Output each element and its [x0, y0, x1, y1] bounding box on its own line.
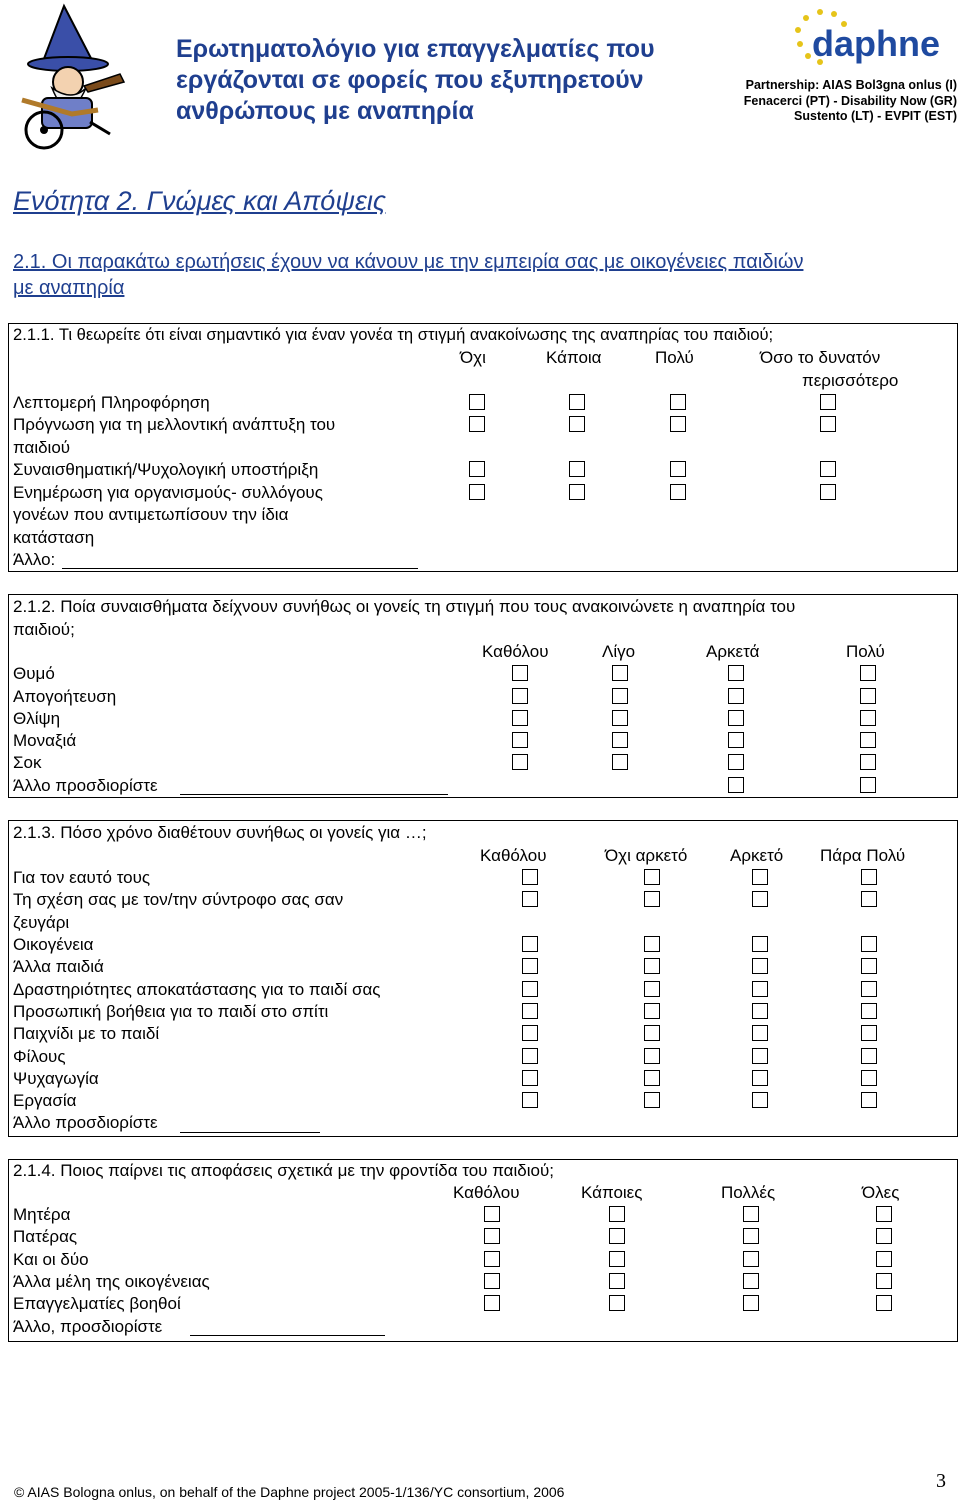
- checkbox[interactable]: [569, 416, 585, 432]
- partner-line: Partnership: AIAS Bol3gna onlus (I): [745, 78, 957, 92]
- checkbox[interactable]: [609, 1273, 625, 1289]
- row-label: Θυμό: [13, 664, 55, 683]
- checkbox[interactable]: [752, 1048, 768, 1064]
- column-header: Καθόλου: [480, 846, 547, 865]
- row-label: ζευγάρι: [13, 913, 70, 932]
- checkbox[interactable]: [861, 958, 877, 974]
- checkbox[interactable]: [484, 1206, 500, 1222]
- checkbox[interactable]: [609, 1206, 625, 1222]
- checkbox[interactable]: [512, 754, 528, 770]
- mascot-illustration: [2, 2, 152, 152]
- checkbox[interactable]: [670, 461, 686, 477]
- question-text: 2.1.1. Τι θεωρείτε ότι είναι σημαντικό για έναν γονέα τη στιγμή ανακοίνωσης της αναπηρίας του παιδιού;: [13, 325, 774, 344]
- question-text: 2.1.3. Πόσο χρόνο διαθέτουν συνήθως οι γονείς για …;: [13, 823, 427, 842]
- checkbox[interactable]: [512, 688, 528, 704]
- checkbox[interactable]: [860, 710, 876, 726]
- checkbox[interactable]: [876, 1273, 892, 1289]
- checkbox[interactable]: [743, 1251, 759, 1267]
- checkbox[interactable]: [644, 936, 660, 952]
- column-header: Πολύ: [846, 642, 885, 661]
- checkbox[interactable]: [752, 1070, 768, 1086]
- checkbox[interactable]: [876, 1251, 892, 1267]
- checkbox[interactable]: [728, 688, 744, 704]
- checkbox[interactable]: [820, 416, 836, 432]
- row-label: Παιχνίδι με το παιδί: [13, 1024, 160, 1043]
- column-header: Όχι: [460, 348, 486, 367]
- column-header: Κάποιες: [581, 1183, 643, 1202]
- checkbox[interactable]: [612, 732, 628, 748]
- checkbox[interactable]: [569, 394, 585, 410]
- checkbox[interactable]: [522, 891, 538, 907]
- checkbox[interactable]: [644, 869, 660, 885]
- checkbox[interactable]: [861, 1003, 877, 1019]
- checkbox[interactable]: [569, 484, 585, 500]
- row-label: παιδιού: [13, 438, 71, 457]
- checkbox[interactable]: [609, 1295, 625, 1311]
- checkbox[interactable]: [644, 981, 660, 997]
- checkbox[interactable]: [861, 1048, 877, 1064]
- checkbox[interactable]: [670, 416, 686, 432]
- column-header: Πολύ: [655, 348, 694, 367]
- checkbox[interactable]: [644, 891, 660, 907]
- column-header: Όλες: [862, 1183, 900, 1202]
- checkbox[interactable]: [752, 936, 768, 952]
- checkbox[interactable]: [469, 416, 485, 432]
- checkbox[interactable]: [728, 754, 744, 770]
- row-label: κατάσταση: [13, 528, 95, 547]
- checkbox[interactable]: [743, 1206, 759, 1222]
- row-label: Εργασία: [13, 1091, 77, 1110]
- checkbox[interactable]: [612, 665, 628, 681]
- checkbox[interactable]: [752, 1025, 768, 1041]
- checkbox[interactable]: [861, 869, 877, 885]
- lead-line: με αναπηρία: [13, 277, 125, 299]
- column-header: Όσο το δυνατόν: [760, 348, 881, 367]
- partner-line: Sustento (LT) - EVPIT (EST): [794, 109, 957, 123]
- checkbox[interactable]: [522, 869, 538, 885]
- checkbox[interactable]: [670, 484, 686, 500]
- checkbox[interactable]: [644, 1003, 660, 1019]
- checkbox[interactable]: [743, 1295, 759, 1311]
- checkbox[interactable]: [876, 1206, 892, 1222]
- partnership-info: [744, 78, 957, 125]
- checkbox[interactable]: [728, 732, 744, 748]
- checkbox[interactable]: [861, 891, 877, 907]
- row-label: Λεπτομερή Πληροφόρηση: [13, 393, 210, 412]
- checkbox[interactable]: [522, 981, 538, 997]
- checkbox[interactable]: [876, 1228, 892, 1244]
- row-label: Φίλους: [13, 1047, 66, 1066]
- checkbox[interactable]: [609, 1228, 625, 1244]
- checkbox[interactable]: [860, 665, 876, 681]
- other-answer-line[interactable]: [180, 1132, 320, 1133]
- checkbox[interactable]: [861, 1070, 877, 1086]
- row-label: Απογοήτευση: [13, 687, 117, 706]
- row-label: Άλλο προσδιορίστε: [13, 776, 158, 795]
- checkbox[interactable]: [820, 461, 836, 477]
- question-box-2-1-2: [8, 594, 958, 798]
- row-label: Δραστηριότητες αποκατάστασης για το παιδί σας: [13, 980, 381, 999]
- checkbox[interactable]: [522, 1092, 538, 1108]
- lead-line: 2.1. Οι παρακάτω ερωτήσεις έχουν να κάνουν με την εμπειρία σας με οικογένειες παιδιών: [13, 251, 804, 273]
- checkbox[interactable]: [743, 1273, 759, 1289]
- checkbox[interactable]: [644, 1092, 660, 1108]
- page-number: 3: [936, 1470, 946, 1492]
- row-label: Άλλο, προσδιορίστε: [13, 1317, 163, 1336]
- checkbox[interactable]: [752, 891, 768, 907]
- checkbox[interactable]: [469, 394, 485, 410]
- checkbox[interactable]: [522, 958, 538, 974]
- checkbox[interactable]: [522, 1003, 538, 1019]
- checkbox[interactable]: [820, 484, 836, 500]
- checkbox[interactable]: [609, 1251, 625, 1267]
- title-line: ανθρώπους με αναπηρία: [176, 97, 474, 125]
- row-label: Συναισθηματική/Ψυχολογική υποστήριξη: [13, 460, 319, 479]
- column-header: Λίγο: [602, 642, 636, 661]
- checkbox[interactable]: [512, 732, 528, 748]
- question-text: παιδιού;: [13, 620, 75, 639]
- checkbox[interactable]: [861, 981, 877, 997]
- row-label: Σοκ: [13, 753, 42, 772]
- column-header: Πολλές: [721, 1183, 776, 1202]
- column-header: Αρκετό: [730, 846, 784, 865]
- checkbox[interactable]: [644, 958, 660, 974]
- checkbox[interactable]: [876, 1295, 892, 1311]
- checkbox[interactable]: [512, 665, 528, 681]
- row-label: Οικογένεια: [13, 935, 94, 954]
- checkbox[interactable]: [644, 1025, 660, 1041]
- column-header: Όχι αρκετό: [605, 846, 688, 865]
- row-label: γονέων που αντιμετωπίσουν την ίδια: [13, 505, 289, 524]
- checkbox[interactable]: [860, 688, 876, 704]
- row-label: Θλίψη: [13, 709, 61, 728]
- question-text: 2.1.4. Ποιος παίρνει τις αποφάσεις σχετικά με την φροντίδα του παιδιού;: [13, 1161, 555, 1180]
- checkbox[interactable]: [644, 1070, 660, 1086]
- checkbox[interactable]: [484, 1273, 500, 1289]
- checkbox[interactable]: [752, 981, 768, 997]
- checkbox[interactable]: [484, 1228, 500, 1244]
- checkbox[interactable]: [820, 394, 836, 410]
- row-label: Για τον εαυτό τους: [13, 868, 151, 887]
- checkbox[interactable]: [522, 936, 538, 952]
- checkbox[interactable]: [569, 461, 585, 477]
- column-header: Αρκετά: [706, 642, 760, 661]
- row-label: Τη σχέση σας με τον/την σύντροφο σας σαν: [13, 890, 344, 909]
- checkbox[interactable]: [752, 869, 768, 885]
- other-answer-line[interactable]: [62, 568, 418, 569]
- row-label: Ψυχαγωγία: [13, 1069, 99, 1088]
- checkbox[interactable]: [469, 484, 485, 500]
- checkbox[interactable]: [860, 732, 876, 748]
- checkbox[interactable]: [728, 777, 744, 793]
- title-line: εργάζονται σε φορείς που εξυπηρετούν: [176, 66, 644, 94]
- checkbox[interactable]: [522, 1070, 538, 1086]
- other-answer-line[interactable]: [180, 794, 448, 795]
- checkbox[interactable]: [484, 1295, 500, 1311]
- checkbox[interactable]: [670, 394, 686, 410]
- checkbox[interactable]: [752, 1003, 768, 1019]
- checkbox[interactable]: [612, 754, 628, 770]
- row-label: Και οι δύο: [13, 1250, 89, 1269]
- footer-copyright: © AIAS Bologna onlus, on behalf of the Daphne project 2005-1/136/YC consortium, 2006: [14, 1484, 565, 1500]
- checkbox[interactable]: [728, 710, 744, 726]
- checkbox[interactable]: [512, 710, 528, 726]
- logo-text: daphne: [812, 23, 941, 64]
- checkbox[interactable]: [743, 1228, 759, 1244]
- checkbox[interactable]: [644, 1048, 660, 1064]
- checkbox[interactable]: [861, 1092, 877, 1108]
- column-header: Πάρα Πολύ: [820, 846, 906, 865]
- checkbox[interactable]: [861, 936, 877, 952]
- row-label: Πατέρας: [13, 1227, 78, 1246]
- daphne-logo: [790, 4, 955, 74]
- question-text: 2.1.2. Ποία συναισθήματα δείχνουν συνήθως οι γονείς τη στιγμή που τους ανακοινώνετε η αναπηρία του: [13, 597, 796, 616]
- checkbox[interactable]: [752, 958, 768, 974]
- checkbox[interactable]: [728, 665, 744, 681]
- column-header: Κάποια: [546, 348, 602, 367]
- checkbox[interactable]: [522, 1025, 538, 1041]
- column-header: Καθόλου: [482, 642, 549, 661]
- row-label: Άλλα μέλη της οικογένειας: [13, 1272, 210, 1291]
- title-line: Ερωτηματολόγιο για επαγγελματίες που: [176, 35, 655, 63]
- row-label: Άλλο:: [13, 550, 56, 569]
- column-header: περισσότερο: [802, 371, 899, 390]
- row-label: Άλλα παιδιά: [13, 957, 104, 976]
- row-label: Ενημέρωση για οργανισμούς- συλλόγους: [13, 483, 323, 502]
- checkbox[interactable]: [861, 1025, 877, 1041]
- checkbox[interactable]: [612, 688, 628, 704]
- section-title: Ενότητα 2. Γνώμες και Απόψεις: [13, 186, 386, 216]
- column-header: Καθόλου: [453, 1183, 520, 1202]
- row-label: Πρόγνωση για τη μελλοντική ανάπτυξη του: [13, 415, 336, 434]
- row-label: Επαγγελματίες βοηθοί: [13, 1294, 181, 1313]
- checkbox[interactable]: [612, 710, 628, 726]
- checkbox[interactable]: [469, 461, 485, 477]
- checkbox[interactable]: [522, 1048, 538, 1064]
- section-lead: [13, 249, 803, 301]
- checkbox[interactable]: [484, 1251, 500, 1267]
- other-answer-line[interactable]: [190, 1335, 385, 1336]
- row-label: Προσωπική βοήθεια για το παιδί στο σπίτι: [13, 1002, 329, 1021]
- row-label: Άλλο προσδιορίστε: [13, 1113, 158, 1132]
- document-title: [176, 34, 655, 127]
- checkbox[interactable]: [860, 754, 876, 770]
- row-label: Μοναξιά: [13, 731, 77, 750]
- checkbox[interactable]: [752, 1092, 768, 1108]
- checkbox[interactable]: [860, 777, 876, 793]
- partner-line: Fenacerci (PT) - Disability Now (GR): [743, 93, 957, 108]
- row-label: Μητέρα: [13, 1205, 71, 1224]
